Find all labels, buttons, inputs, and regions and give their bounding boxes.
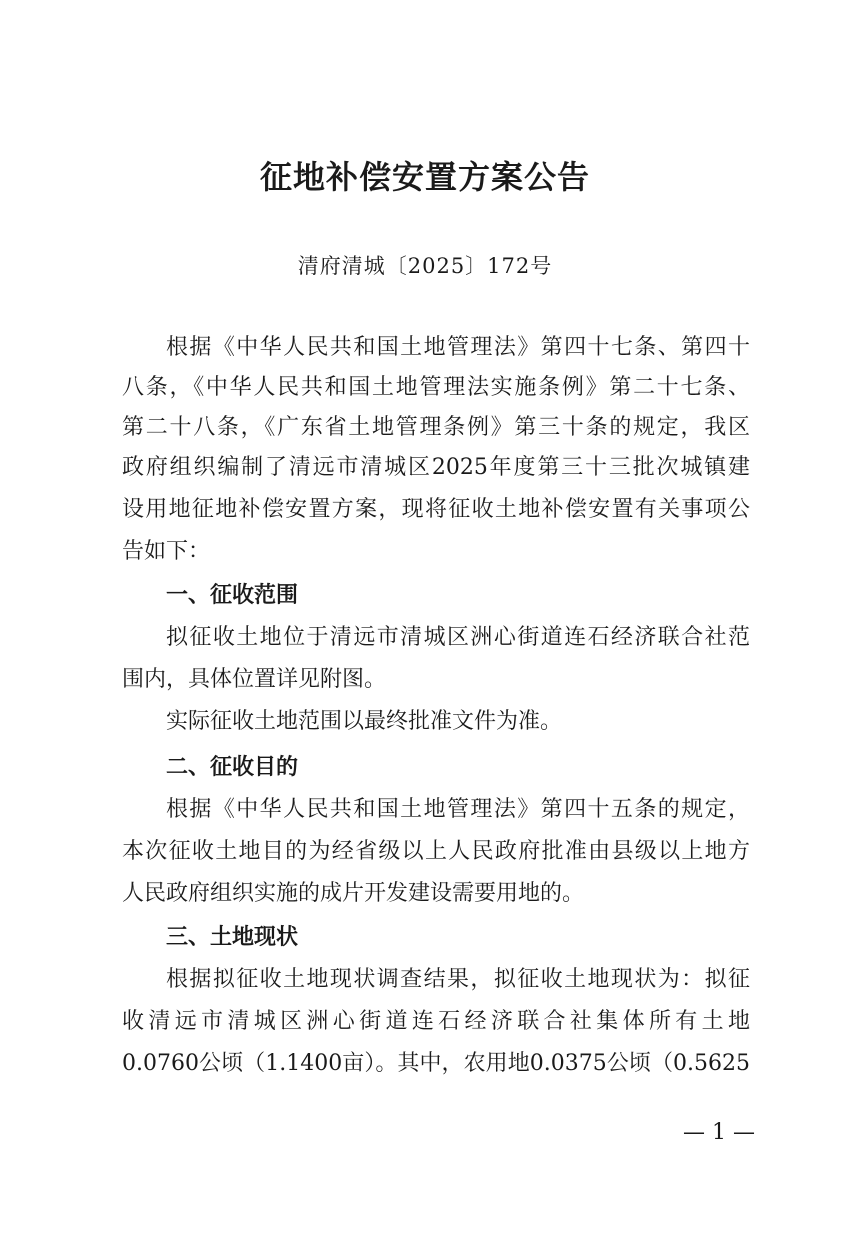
- paragraph-line: 政府组织编制了清远市清城区2025年度第三十三批次城镇建: [122, 455, 750, 480]
- paragraph-line: 八条，《中华人民共和国土地管理法实施条例》第二十七条、: [122, 375, 750, 400]
- section-heading: 二、征收目的: [166, 755, 299, 780]
- paragraph-line: 根据《中华人民共和国土地管理法》第四十七条、第四十: [166, 335, 750, 360]
- paragraph-line: 设用地征地补偿安置方案，现将征收土地补偿安置有关事项公: [122, 497, 750, 522]
- document-number: 清府清城〔2025〕172号: [297, 254, 553, 278]
- paragraph-line: 根据《中华人民共和国土地管理法》第四十五条的规定，: [166, 797, 750, 822]
- page-number: — 1 —: [683, 1120, 755, 1145]
- paragraph-line: 根据拟征收土地现状调查结果，拟征收土地现状为：拟征: [166, 967, 750, 992]
- paragraph-line: 实际征收土地范围以最终批准文件为准。: [166, 709, 563, 734]
- paragraph-line: 收清远市清城区洲心街道连石经济联合社集体所有土地: [122, 1009, 750, 1034]
- paragraph-line: 围内，具体位置详见附图。: [122, 667, 387, 692]
- paragraph-line: 告如下：: [122, 539, 211, 564]
- paragraph-line: 拟征收土地位于清远市清城区洲心街道连石经济联合社范: [166, 625, 750, 650]
- document-title: 征地补偿安置方案公告: [259, 158, 590, 196]
- section-heading: 一、征收范围: [166, 583, 299, 608]
- paragraph-line: 0.0760公顷（1.1400亩）。其中，农用地0.0375公顷（0.5625: [122, 1051, 750, 1076]
- paragraph-line: 人民政府组织实施的成片开发建设需要用地的。: [122, 881, 585, 906]
- section-heading: 三、土地现状: [166, 925, 299, 950]
- paragraph-line: 本次征收土地目的为经省级以上人民政府批准由县级以上地方: [122, 839, 750, 864]
- paragraph-line: 第二十八条，《广东省土地管理条例》第三十条的规定，我区: [122, 415, 750, 440]
